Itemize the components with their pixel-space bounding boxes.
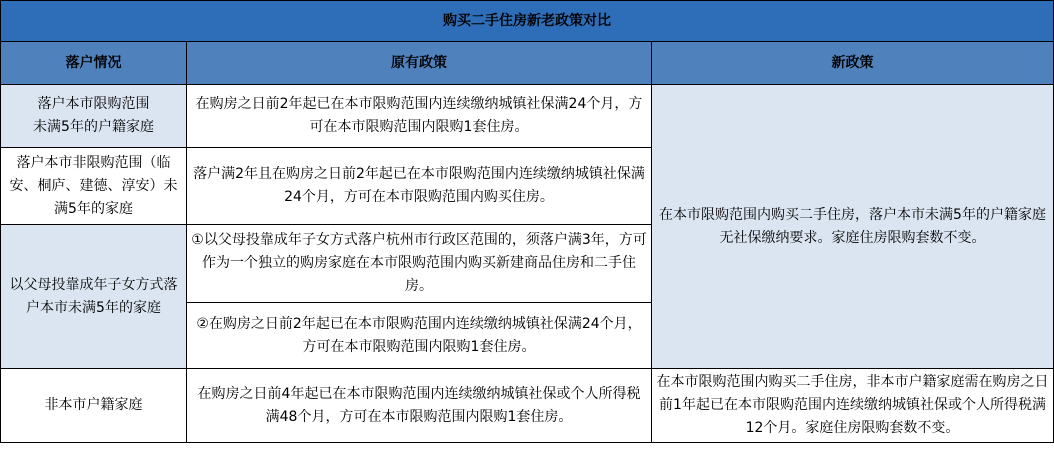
header-old-policy: 原有政策	[187, 42, 652, 85]
row-category-1: 落户本市限购范围 未满5年的户籍家庭	[1, 85, 187, 148]
row-old-policy-4: 在购房之日前4年起已在本市限购范围内连续缴纳城镇社保或个人所得税满48个月，方可在本市限购范围内限购1套住房。	[187, 369, 652, 443]
row-category-3: 以父母投靠成年子女方式落户本市未满5年的家庭	[1, 225, 187, 369]
table-title: 购买二手住房新老政策对比	[1, 1, 1054, 42]
table-row	[1, 369, 1054, 443]
row-old-policy-3b: ②在购房之日前2年起已在本市限购范围内连续缴纳城镇社保满24个月，方可在本市限购范围内限购1套住房。	[187, 303, 652, 369]
title-row	[1, 1, 1054, 42]
row-old-policy-2: 落户满2年且在购房之日前2年起已在本市限购范围内连续缴纳城镇社保满24个月，方可在本市限购范围内购买住房。	[187, 148, 652, 225]
row-new-policy-4: 在本市限购范围内购买二手住房，非本市户籍家庭需在购房之日前1年起已在本市限购范围内连续缴纳城镇社保或个人所得税满12个月。家庭住房限购套数不变。	[652, 369, 1054, 443]
row-category-2: 落户本市非限购范围（临安、桐庐、建德、淳安）未满5年的家庭	[1, 148, 187, 225]
row-old-policy-3a: ①以父母投靠成年子女方式落户杭州市行政区范围的，须落户满3年，方可作为一个独立的购房家庭在本市限购范围内购买新建商品住房和二手住房。	[187, 225, 652, 303]
row-category-4: 非本市户籍家庭	[1, 369, 187, 443]
row-old-policy-1: 在购房之日前2年起已在本市限购范围内连续缴纳城镇社保满24个月，方可在本市限购范围内限购1套住房。	[187, 85, 652, 148]
header-new-policy: 新政策	[652, 42, 1054, 85]
merged-new-policy: 在本市限购范围内购买二手住房，落户本市未满5年的户籍家庭无社保缴纳要求。家庭住房限购套数不变。	[652, 85, 1054, 369]
header-category: 落户情况	[1, 42, 187, 85]
header-row	[1, 42, 1054, 85]
table-row	[1, 85, 1054, 148]
